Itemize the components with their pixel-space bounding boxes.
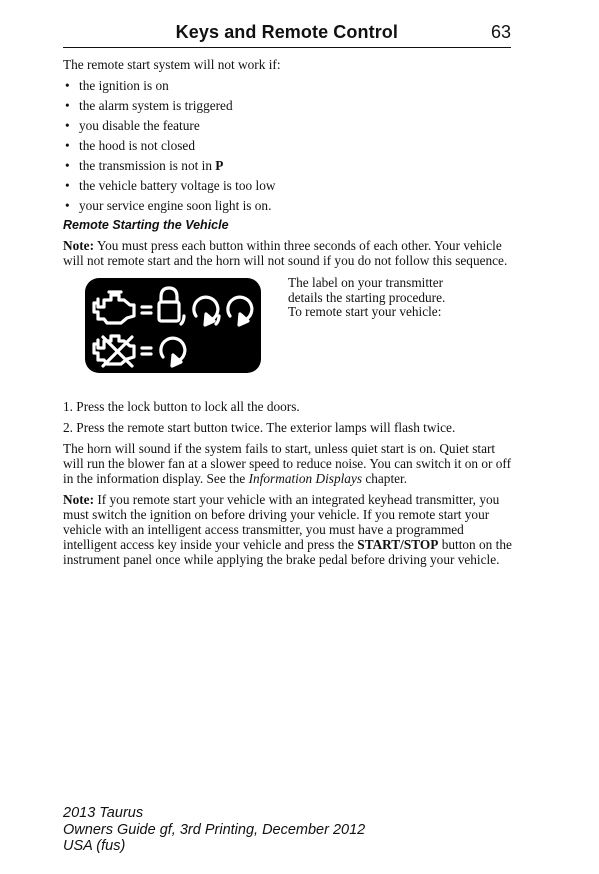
footer-line: USA (fus) — [63, 838, 126, 854]
transmission-position: P — [215, 158, 224, 173]
figure-caption: The label on your transmitter details the starting procedure. To remote start your vehicle: — [288, 275, 446, 319]
information-displays-reference: Information Displays — [248, 471, 363, 486]
section-heading: Remote Starting the Vehicle — [63, 218, 229, 232]
list-item: • your service engine soon light is on. — [63, 198, 513, 213]
page-header — [63, 20, 511, 48]
list-item: • the transmission is not in P — [63, 158, 513, 173]
start-stop-button-name: START/STOP — [357, 537, 439, 552]
list-item: • the hood is not closed — [63, 138, 513, 153]
list-item: • the alarm system is triggered — [63, 98, 513, 113]
intro-paragraph: The remote start system will not work if: — [63, 57, 281, 72]
remote-start-icon — [228, 297, 252, 325]
page-number: 63 — [490, 22, 511, 42]
intelligent-access-note: Note: If you remote start your vehicle with an integrated keyhead transmitter, you must switch the ignition on before driving your vehicle. If you remote start your vehicle with an intelligent access transmitter, you must have a programmed intelligent access key inside your vehicle and press the START/STOP button on the instrument panel once while applying the brake pedal before driving your vehicle. — [63, 492, 512, 567]
page-title: Keys and Remote Control — [175, 22, 398, 42]
footer-line: 2013 Taurus — [63, 805, 144, 821]
horn-paragraph: The horn will sound if the system fails to start, unless quiet start is on. Quiet start will run the blower fan at a slower speed to reduce noise. You can switch it on or off in the information display. See the Information Displays chapter. — [63, 441, 512, 486]
list-item: • you disable the feature — [63, 118, 513, 133]
engine-icon — [94, 292, 134, 323]
remote-start-label-image — [85, 278, 261, 373]
equals-icon — [142, 348, 151, 354]
lock-icon — [159, 288, 179, 321]
list-item: • the ignition is on — [63, 78, 513, 93]
procedure-step: 1. Press the lock button to lock all the doors. — [63, 399, 300, 414]
procedure-step: 2. Press the remote start button twice. The exterior lamps will flash twice. — [63, 420, 456, 435]
remote-start-icon — [161, 338, 185, 366]
remote-start-icon — [194, 297, 218, 325]
note-label: Note: — [63, 238, 95, 253]
footer-line: Owners Guide gf, 3rd Printing, December 2012 — [63, 821, 366, 838]
page-content — [63, 57, 513, 573]
note-text: You must press each button within three seconds of each other. Your vehicle will not remote start and the horn will not sound if you do not follow this sequence. — [63, 238, 508, 268]
note-paragraph — [63, 238, 513, 268]
comma-separator — [181, 316, 184, 324]
condition-list — [63, 78, 513, 213]
figure-row — [63, 275, 513, 385]
note-label: Note: — [63, 492, 95, 507]
list-item: • the vehicle battery voltage is too low — [63, 178, 513, 193]
engine-off-icon — [94, 336, 134, 366]
page-footer — [63, 805, 365, 855]
equals-icon — [142, 307, 151, 313]
